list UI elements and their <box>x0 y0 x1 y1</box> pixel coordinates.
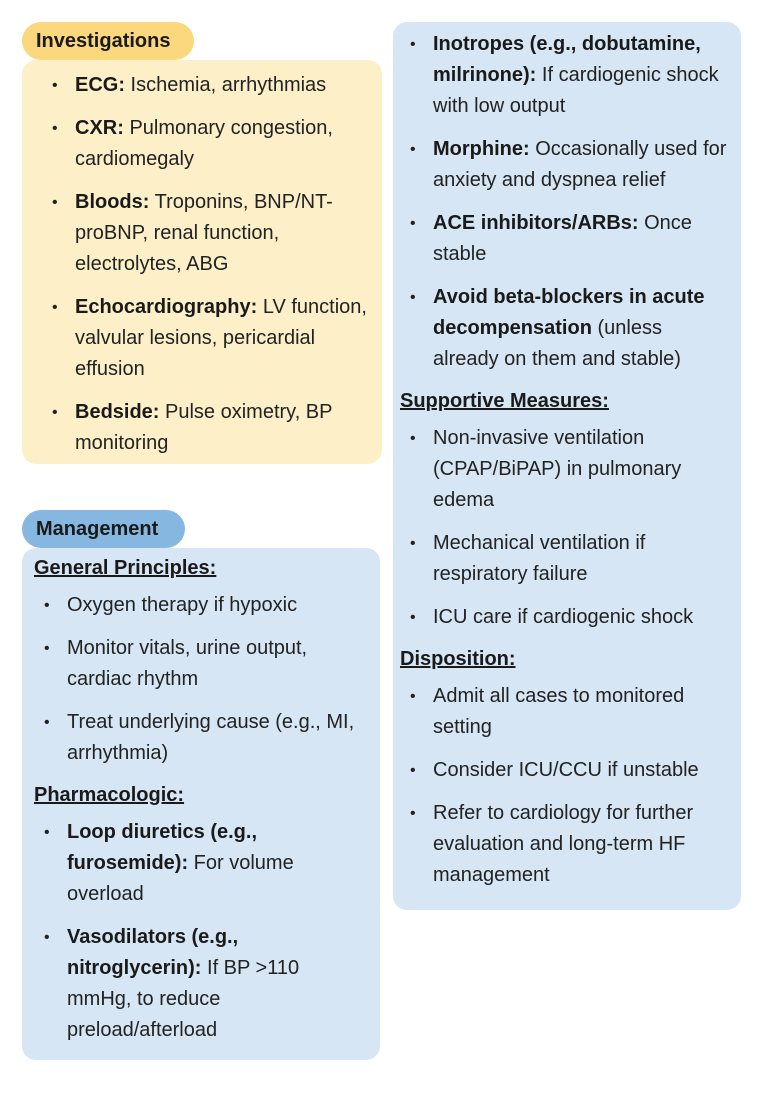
management-title: Management <box>22 510 185 548</box>
list-item: • Treat underlying cause (e.g., MI, arrhythmia) <box>34 707 368 769</box>
list-item <box>42 187 370 280</box>
list-item <box>400 29 733 122</box>
list-item: • Non-invasive ventilation (CPAP/BiPAP) in pulmonary edema <box>400 423 733 516</box>
item-detail: Pulmonary congestion, cardiomegaly <box>75 117 333 170</box>
item-detail: For volume overload <box>67 852 294 905</box>
list-item <box>400 134 733 196</box>
investigations-list <box>42 70 370 459</box>
item-term: Loop diuretics (e.g., furosemide): <box>67 821 258 874</box>
management-panel-right <box>393 22 741 910</box>
list-item <box>400 208 733 270</box>
item-term: Bloods: <box>75 191 150 213</box>
item-detail: Pulse oximetry, BP monitoring <box>75 401 333 454</box>
investigations-panel <box>22 60 382 464</box>
item-term: Echocardiography: <box>75 296 258 318</box>
disposition-heading: Disposition: <box>400 648 516 670</box>
general-principles-heading: General Principles: <box>34 557 217 579</box>
list-item: • Mechanical ventilation if respiratory failure <box>400 528 733 590</box>
list-item: • Refer to cardiology for further evaluation and long-term HF management <box>400 798 733 891</box>
item-detail: (unless already on them and stable) <box>433 317 681 370</box>
list-item: • Monitor vitals, urine output, cardiac rhythm <box>34 633 368 695</box>
item-detail: Troponins, BNP/NT-proBNP, renal function, electrolytes, ABG <box>75 191 333 275</box>
list-item <box>34 922 368 1046</box>
item-term: Morphine: <box>433 138 530 160</box>
list-item: • Admit all cases to monitored setting <box>400 681 733 743</box>
list-item: • Consider ICU/CCU if unstable <box>400 755 733 786</box>
pharmacologic-list-continued <box>400 29 733 375</box>
list-item <box>42 292 370 385</box>
item-term: Avoid beta-blockers in acute decompensation <box>433 286 705 339</box>
item-term: ACE inhibitors/ARBs: <box>433 212 639 234</box>
general-principles-list <box>34 590 368 769</box>
item-detail: LV function, valvular lesions, pericardial effusion <box>75 296 367 380</box>
item-term: Vasodilators (e.g., nitroglycerin): <box>67 926 239 979</box>
list-item: • ICU care if cardiogenic shock <box>400 602 733 633</box>
supportive-measures-list <box>400 423 733 633</box>
list-item: • Oxygen therapy if hypoxic <box>34 590 368 621</box>
list-item <box>400 282 733 375</box>
list-item <box>34 817 368 910</box>
item-term: ECG: <box>75 74 125 96</box>
list-item <box>42 113 370 175</box>
pharmacologic-list <box>34 817 368 1046</box>
item-term: CXR: <box>75 117 124 139</box>
supportive-measures-heading: Supportive Measures: <box>400 390 609 412</box>
list-item <box>42 70 370 101</box>
list-item <box>42 397 370 459</box>
disposition-list <box>400 681 733 891</box>
item-detail: Ischemia, arrhythmias <box>125 74 327 96</box>
pharmacologic-heading: Pharmacologic: <box>34 784 185 806</box>
item-detail: If cardiogenic shock with low output <box>433 64 719 117</box>
item-detail: Once stable <box>433 212 692 265</box>
item-detail: If BP >110 mmHg, to reduce preload/afterload <box>67 957 300 1041</box>
item-detail: Occasionally used for anxiety and dyspnea relief <box>433 138 727 191</box>
item-term: Inotropes (e.g., dobutamine, milrinone): <box>433 33 701 86</box>
management-panel-left <box>22 548 380 1060</box>
item-term: Bedside: <box>75 401 160 423</box>
investigations-title: Investigations <box>22 22 194 60</box>
